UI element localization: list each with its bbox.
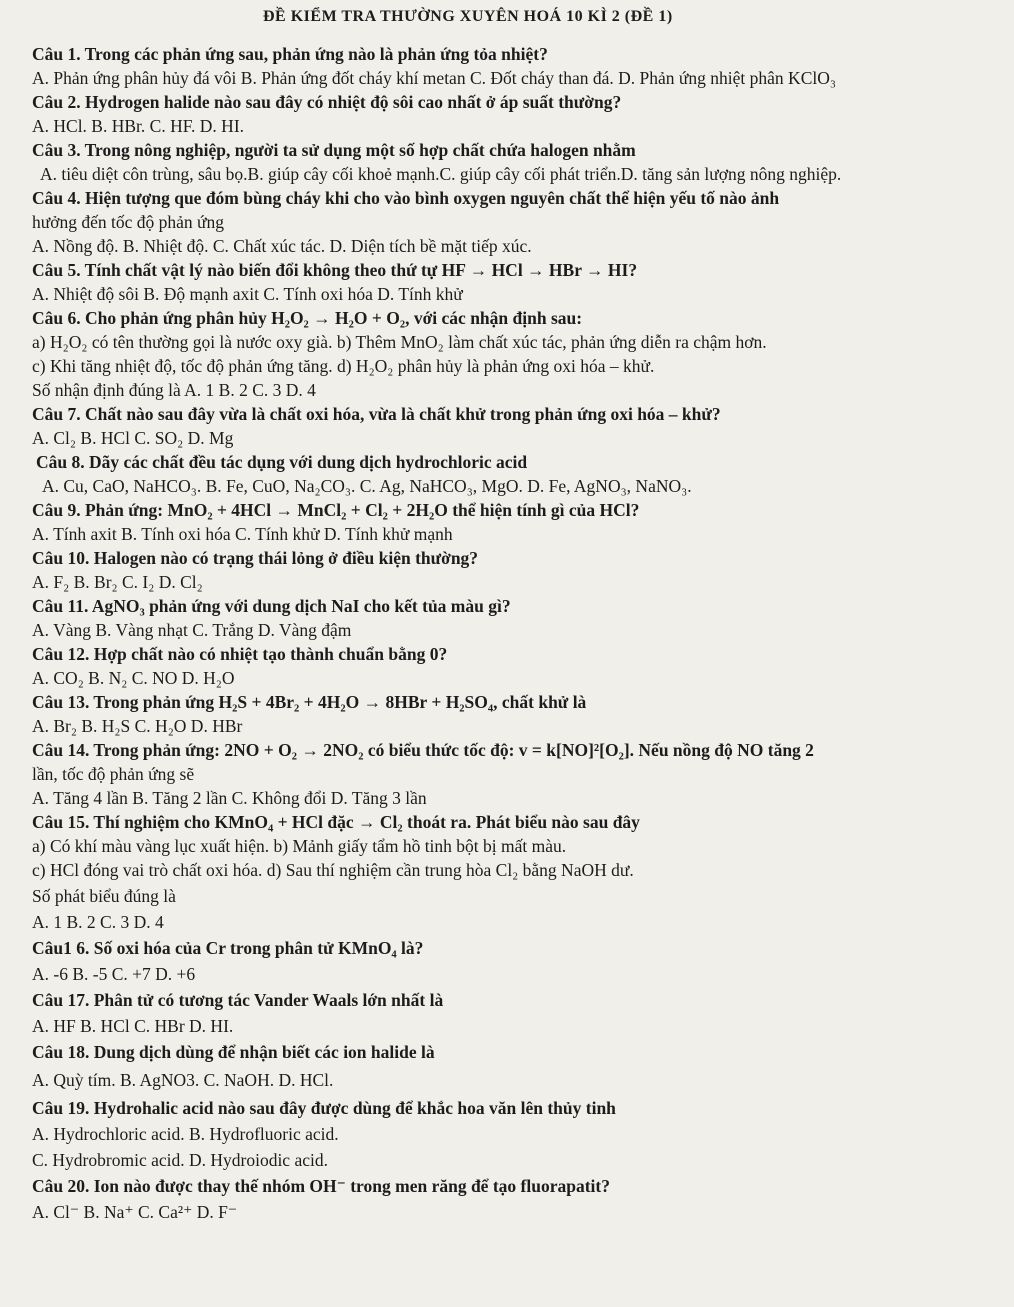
answer-line: A. HF B. HCl C. HBr D. HI. (32, 1016, 234, 1036)
exam-title: ĐỀ KIỂM TRA THƯỜNG XUYÊN HOÁ 10 KÌ 2 (ĐỀ 1) (263, 8, 673, 25)
answer-line: A. Cl⁻ B. Na⁺ C. Ca²⁺ D. F⁻ (32, 1202, 238, 1222)
answer-line: c) Khi tăng nhiệt độ, tốc độ phản ứng tăng. d) H₂O₂ phân hủy là phản ứng oxi hóa – khử. (32, 356, 655, 376)
answer-line: a) H₂O₂ có tên thường gọi là nước oxy già. b) Thêm MnO₂ làm chất xúc tác, phản ứng diễn ra chậm hơn. (32, 332, 767, 352)
question-text: Câu 15. Thí nghiệm cho KMnO₄ + HCl đặc → Cl₂ thoát ra. Phát biểu nào sau đây (32, 812, 640, 832)
question-text: Câu 11. AgNO₃ phản ứng với dung dịch NaI cho kết tủa màu gì? (32, 596, 511, 616)
question-text: Câu 19. Hydrohalic acid nào sau đây được dùng để khắc hoa văn lên thủy tinh (32, 1098, 616, 1118)
question-text: Câu 12. Hợp chất nào có nhiệt tạo thành chuẩn bằng 0? (32, 644, 448, 664)
answer-line: lần, tốc độ phản ứng sẽ (32, 764, 195, 784)
question-text: Câu 14. Trong phản ứng: 2NO + O₂ → 2NO₂ có biểu thức tốc độ: v = k[NO]²[O₂]. Nếu nồng độ NO tăng 2 (32, 740, 814, 760)
question-text: Câu 4. Hiện tượng que đóm bùng cháy khi cho vào bình oxygen nguyên chất thể hiện yếu tố nào ảnh (32, 188, 780, 208)
question-text: Câu 3. Trong nông nghiệp, người ta sử dụng một số hợp chất chứa halogen nhằm (32, 140, 636, 160)
answer-line: C. Hydrobromic acid. D. Hydroiodic acid. (32, 1150, 328, 1170)
answer-line: A. HCl. B. HBr. C. HF. D. HI. (32, 116, 245, 136)
answer-line: A. -6 B. -5 C. +7 D. +6 (32, 964, 196, 984)
answer-line: Số phát biểu đúng là (32, 886, 176, 906)
answer-line: A. Br₂ B. H₂S C. H₂O D. HBr (32, 716, 243, 736)
question-text: Câu 17. Phân tử có tương tác Vander Waals lớn nhất là (32, 990, 444, 1010)
question-text: Câu1 6. Số oxi hóa của Cr trong phân tử KMnO₄ là? (32, 938, 424, 958)
question-text: Câu 6. Cho phản ứng phân hủy H₂O₂ → H₂O + O₂, với các nhận định sau: (32, 308, 583, 328)
answer-line: A. F₂ B. Br₂ C. I₂ D. Cl₂ (32, 572, 203, 592)
answer-line: c) HCl đóng vai trò chất oxi hóa. d) Sau thí nghiệm cần trung hòa Cl₂ bằng NaOH dư. (32, 860, 634, 880)
question-text: Câu 9. Phản ứng: MnO₂ + 4HCl → MnCl₂ + Cl₂ + 2H₂O thể hiện tính gì của HCl? (32, 500, 640, 520)
question-text: Câu 5. Tính chất vật lý nào biến đổi không theo thứ tự HF → HCl → HBr → HI? (32, 260, 638, 280)
answer-line: A. Quỳ tím. B. AgNO3. C. NaOH. D. HCl. (32, 1070, 334, 1090)
answer-line: A. tiêu diệt côn trùng, sâu bọ.B. giúp cây cối khoẻ mạnh.C. giúp cây cối phát triển.D. tăng sản lượng nông nghiệp. (40, 164, 842, 184)
answer-line: A. 1 B. 2 C. 3 D. 4 (32, 912, 164, 932)
answer-line: A. Nồng độ. B. Nhiệt độ. C. Chất xúc tác. D. Diện tích bề mặt tiếp xúc. (32, 236, 532, 256)
question-text: Câu 8. Dãy các chất đều tác dụng với dung dịch hydrochloric acid (36, 452, 528, 472)
question-text: Câu 1. Trong các phản ứng sau, phản ứng nào là phản ứng tỏa nhiệt? (32, 44, 548, 64)
answer-line: A. Nhiệt độ sôi B. Độ mạnh axit C. Tính oxi hóa D. Tính khử (32, 284, 463, 304)
answer-line: A. Phản ứng phân hủy đá vôi B. Phản ứng đốt cháy khí metan C. Đốt cháy than đá. D. Phản ứng nhiệt phân KClO₃ (32, 68, 836, 88)
question-text: Câu 2. Hydrogen halide nào sau đây có nhiệt độ sôi cao nhất ở áp suất thường? (32, 92, 622, 112)
answer-line: A. Tính axit B. Tính oxi hóa C. Tính khử D. Tính khử mạnh (32, 524, 453, 544)
answer-line: A. Hydrochloric acid. B. Hydrofluoric acid. (32, 1124, 339, 1144)
answer-line: a) Có khí màu vàng lục xuất hiện. b) Mảnh giấy tẩm hồ tinh bột bị mất màu. (32, 836, 567, 856)
question-text: Câu 18. Dung dịch dùng để nhận biết các ion halide là (32, 1042, 435, 1062)
answer-line: A. Vàng B. Vàng nhạt C. Trắng D. Vàng đậm (32, 620, 352, 640)
answer-line: A. Cl₂ B. HCl C. SO₂ D. Mg (32, 428, 234, 448)
answer-line: A. Cu, CaO, NaHCO₃. B. Fe, CuO, Na₂CO₃. C. Ag, NaHCO₃, MgO. D. Fe, AgNO₃, NaNO₃. (42, 476, 692, 496)
question-text: Câu 7. Chất nào sau đây vừa là chất oxi hóa, vừa là chất khử trong phản ứng oxi hóa – khử? (32, 404, 721, 424)
answer-line: Số nhận định đúng là A. 1 B. 2 C. 3 D. 4 (32, 380, 316, 400)
answer-line: hưởng đến tốc độ phản ứng (32, 212, 225, 232)
question-text: Câu 20. Ion nào được thay thế nhóm OH⁻ trong men răng để tạo fluorapatit? (32, 1176, 610, 1196)
answer-line: A. CO₂ B. N₂ C. NO D. H₂O (32, 668, 235, 688)
answer-line: A. Tăng 4 lần B. Tăng 2 lần C. Không đổi D. Tăng 3 lần (32, 788, 427, 808)
question-text: Câu 10. Halogen nào có trạng thái lỏng ở điều kiện thường? (32, 548, 479, 568)
question-text: Câu 13. Trong phản ứng H₂S + 4Br₂ + 4H₂O → 8HBr + H₂SO₄, chất khử là (32, 692, 587, 712)
